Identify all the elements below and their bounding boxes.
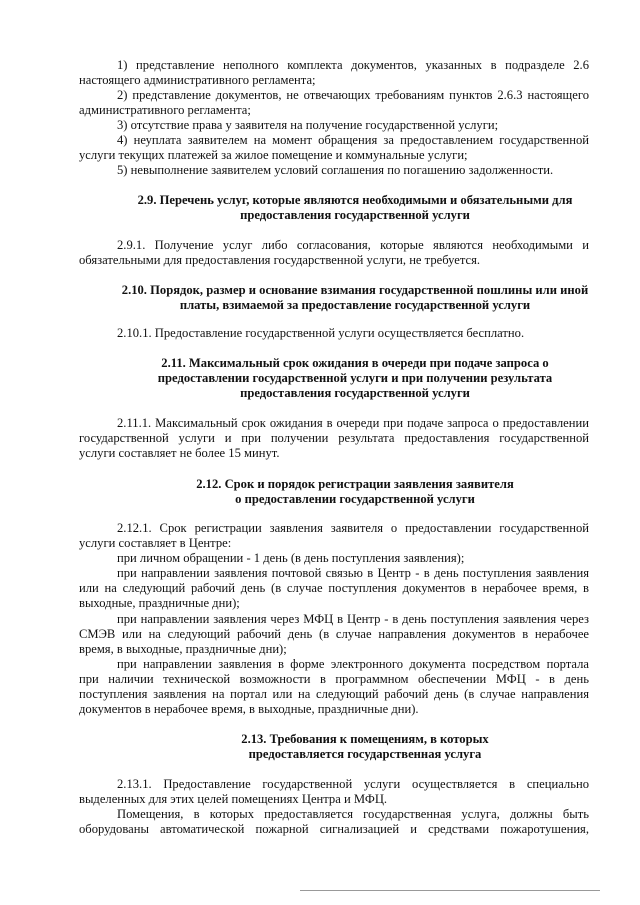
list-item-1-cont: настоящего административного регламента; bbox=[79, 73, 316, 87]
registration-via-mfc: при направлении заявления через МФЦ в Центр - в день поступления заявления через bbox=[117, 612, 589, 626]
section-2-13-heading: 2.13. Требования к помещениям, в которых bbox=[241, 732, 489, 746]
list-item-1: 1) представление неполного комплекта документов, указанных в подразделе 2.6 bbox=[117, 58, 589, 72]
registration-via-mfc-cont: СМЭВ или на следующий рабочий день (в случае направления документов в нерабочее bbox=[79, 627, 589, 641]
section-2-12-heading-cont: о предоставлении государственной услуги bbox=[235, 492, 475, 506]
paragraph-2-12-1-cont: услуги составляет в Центре: bbox=[79, 536, 232, 550]
section-2-10-heading-cont: платы, взимаемой за предоставление государственной услуги bbox=[179, 298, 531, 312]
paragraph-2-12-1: 2.12.1. Срок регистрации заявления заявителя о предоставлении государственной bbox=[117, 521, 589, 535]
list-item-2: 2) представление документов, не отвечающих требованиям пунктов 2.6.3 настоящего bbox=[117, 88, 589, 102]
registration-by-mail-cont-2: выходные, праздничные дни); bbox=[79, 596, 240, 610]
registration-by-mail-cont: или на следующий рабочий день (в случае поступления документов в нерабочее время, в bbox=[79, 581, 589, 595]
paragraph-2-13-1: 2.13.1. Предоставление государственной услуги осуществляется в специально bbox=[117, 777, 589, 791]
registration-by-mail: при направлении заявления почтовой связью в Центр - в день поступления заявления bbox=[117, 566, 589, 580]
list-item-3: 3) отсутствие права у заявителя на получение государственной услуги; bbox=[117, 118, 499, 132]
paragraph-2-9-1: 2.9.1. Получение услуг либо согласования, которые являются необходимыми и bbox=[117, 238, 589, 252]
registration-electronic-cont-3: документов в нерабочее время, в выходные, праздничные дни). bbox=[79, 702, 419, 716]
section-2-10-heading: 2.10. Порядок, размер и основание взимания государственной пошлины или иной bbox=[121, 283, 589, 297]
section-2-11-heading: 2.11. Максимальный срок ожидания в очереди при подаче запроса о bbox=[161, 356, 549, 370]
section-2-12-heading: 2.12. Срок и порядок регистрации заявления заявителя bbox=[196, 477, 514, 491]
section-2-11-heading-cont: предоставлении государственной услуги и при получении результата bbox=[157, 371, 553, 385]
paragraph-premises: Помещения, в которых предоставляется государственная услуга, должны быть bbox=[117, 807, 589, 821]
paragraph-2-11-1-cont: государственной услуги и при получении результата предоставления государственной bbox=[79, 431, 589, 445]
registration-electronic-cont-2: поступления заявления на портал или на следующий рабочий день (в случае направления bbox=[79, 687, 589, 701]
list-item-4: 4) неуплата заявителем на момент обращения за предоставлением государственной bbox=[117, 133, 589, 147]
paragraph-2-13-1-cont: выделенных для этих целей помещениях Центра и МФЦ. bbox=[79, 792, 388, 806]
section-2-9-heading-cont: предоставления государственной услуги bbox=[240, 208, 470, 222]
list-item-2-cont: административного регламента; bbox=[79, 103, 251, 117]
section-2-13-heading-cont: предоставляется государственная услуга bbox=[248, 747, 482, 761]
registration-electronic: при направлении заявления в форме электронного документа посредством портала bbox=[117, 657, 589, 671]
paragraph-2-11-1-cont-2: услуги составляет не более 15 минут. bbox=[79, 446, 280, 460]
paragraph-2-11-1: 2.11.1. Максимальный срок ожидания в очереди при подаче запроса о предоставлении bbox=[117, 416, 589, 430]
paragraph-2-9-1-cont: обязательными для предоставления государственной услуги, не требуется. bbox=[79, 253, 481, 267]
list-item-5: 5) невыполнение заявителем условий соглашения по погашению задолженности. bbox=[117, 163, 554, 177]
paragraph-2-10-1: 2.10.1. Предоставление государственной услуги осуществляется бесплатно. bbox=[117, 326, 525, 340]
section-2-11-heading-cont-2: предоставления государственной услуги bbox=[240, 386, 470, 400]
section-2-9-heading: 2.9. Перечень услуг, которые являются необходимыми и обязательными для bbox=[137, 193, 573, 207]
registration-via-mfc-cont-2: время, в выходные, праздничные дни); bbox=[79, 642, 287, 656]
paragraph-premises-cont: оборудованы автоматической пожарной сигнализацией и средствами пожаротушения, bbox=[79, 822, 589, 836]
list-item-4-cont: услуги текущих платежей за жилое помещение и коммунальные услуги; bbox=[79, 148, 468, 162]
registration-in-person: при личном обращении - 1 день (в день поступления заявления); bbox=[117, 551, 465, 565]
bottom-edge-line bbox=[300, 890, 600, 891]
registration-electronic-cont: при наличии технической возможности в программном обеспечении МФЦ - в день bbox=[79, 672, 589, 686]
